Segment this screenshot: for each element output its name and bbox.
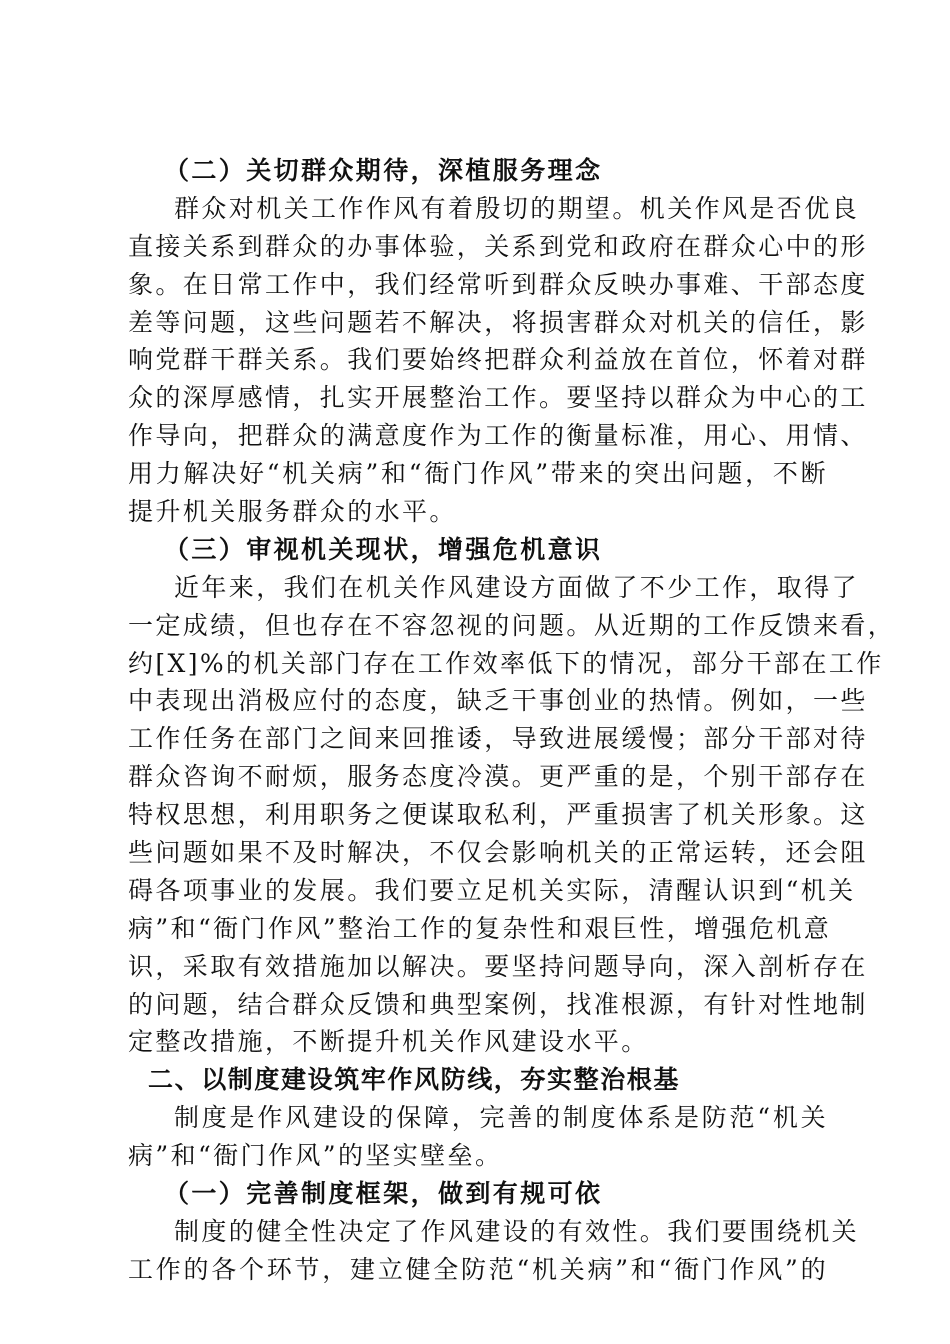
paragraph-line: 众的深厚感情，扎实开展整治工作。要坚持以群众为中心的工	[128, 383, 868, 413]
paragraph	[128, 569, 896, 1062]
paragraph-line: 碍各项事业的发展。我们要立足机关实际，清醒认识到“机关	[128, 875, 856, 905]
paragraph-line: 识，采取有效措施加以解决。要坚持问题导向，深入剖析存在	[128, 951, 868, 981]
paragraph-line: 用力解决好“机关病”和“衙门作风”带来的突出问题，不断	[128, 459, 828, 489]
document-page	[128, 152, 896, 1289]
paragraph-line: 些问题如果不及时解决，不仅会影响机关的正常运转，还会阻	[128, 838, 868, 868]
paragraph-line: 作导向，把群众的满意度作为工作的衡量标准，用心、用情、	[128, 421, 868, 451]
paragraph-line: 工作任务在部门之间来回推诿，导致进展缓慢；部分干部对待	[128, 724, 868, 754]
paragraph-line: 一定成绩，但也存在不容忽视的问题。从近期的工作反馈来看，	[128, 610, 896, 640]
paragraph	[128, 1213, 860, 1289]
paragraph-line: 病”和“衙门作风”的坚实壁垒。	[128, 1141, 503, 1171]
subheading: （二）关切群众期待，深植服务理念	[164, 156, 603, 185]
paragraph-line: 响党群干群关系。我们要始终把群众利益放在首位，怀着对群	[128, 345, 868, 375]
paragraph-line: 病”和“衙门作风”整治工作的复杂性和艰巨性，增强危机意	[128, 913, 832, 943]
paragraph-line: 制度的健全性决定了作风建设的有效性。我们要围绕机关	[174, 1216, 860, 1246]
paragraph-line: 约[X]%的机关部门存在工作效率低下的情况，部分干部在工作	[128, 648, 884, 678]
subheading: （三）审视机关现状，增强危机意识	[164, 534, 603, 564]
paragraph-line: 工作的各个环节，建立健全防范“机关病”和“衙门作风”的	[128, 1254, 828, 1284]
section-heading: 二、以制度建设筑牢作风防线，夯实整治根基	[148, 1065, 681, 1095]
paragraph-line: 定整改措施，不断提升机关作风建设水平。	[128, 1027, 649, 1057]
paragraph-line: 直接关系到群众的办事体验，关系到党和政府在群众心中的形	[128, 231, 868, 261]
paragraph-line: 的问题，结合群众反馈和典型案例，找准根源，有针对性地制	[128, 989, 868, 1019]
paragraph-line: 差等问题，这些问题若不解决，将损害群众对机关的信任，影	[128, 307, 868, 337]
paragraph	[128, 190, 868, 531]
paragraph-line: 提升机关服务群众的水平。	[128, 497, 457, 527]
subheading: （一）完善制度框架，做到有规可依	[164, 1179, 603, 1209]
paragraph-line: 近年来，我们在机关作风建设方面做了不少工作，取得了	[174, 572, 860, 602]
paragraph	[128, 1099, 828, 1175]
paragraph-line: 象。在日常工作中，我们经常听到群众反映办事难、干部态度	[128, 269, 868, 299]
paragraph-line: 制度是作风建设的保障，完善的制度体系是防范“机关	[174, 1103, 828, 1133]
paragraph-line: 群众对机关工作作风有着殷切的期望。机关作风是否优良	[174, 193, 860, 223]
paragraph-line: 群众咨询不耐烦，服务态度冷漠。更严重的是，个别干部存在	[128, 762, 868, 792]
paragraph-line: 中表现出消极应付的态度，缺乏干事创业的热情。例如，一些	[128, 686, 868, 716]
paragraph-line: 特权思想，利用职务之便谋取私利，严重损害了机关形象。这	[128, 800, 868, 830]
